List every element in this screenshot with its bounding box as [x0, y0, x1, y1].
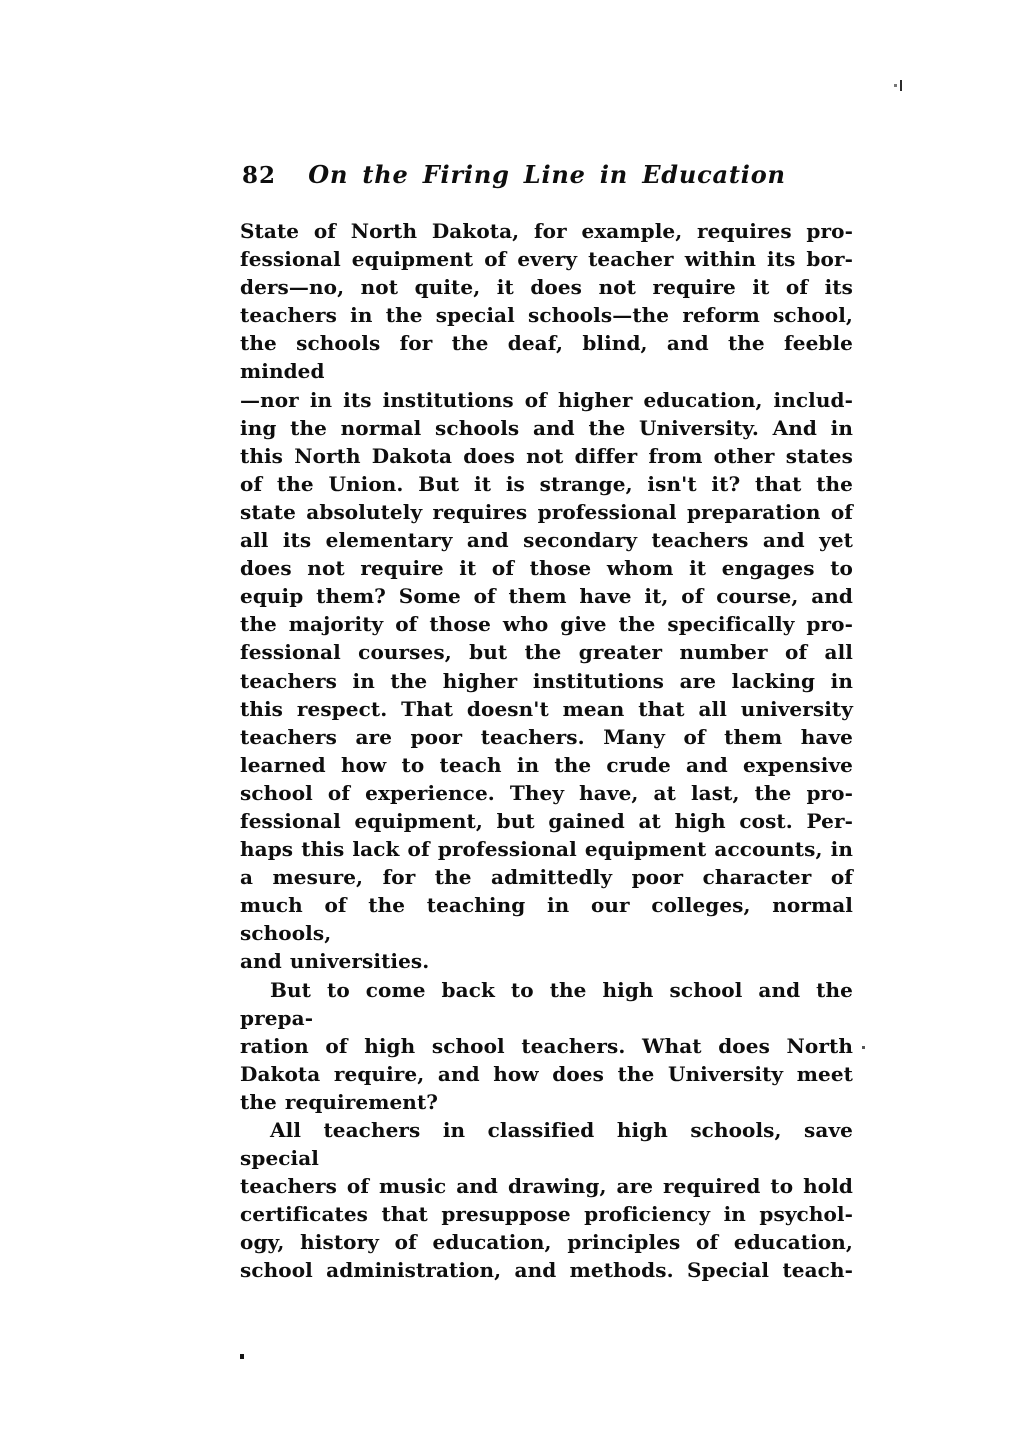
text-line: does not require it of those whom it engages to — [240, 556, 853, 581]
paragraph — [240, 1116, 853, 1285]
text-line: haps this lack of professional equipment accounts, in — [240, 837, 853, 862]
text-line: fessional equipment, but gained at high cost. Per- — [240, 808, 853, 833]
text-line: equip them? Some of them have it, of course, and — [240, 584, 853, 609]
text-line: —nor in its institutions of higher education, includ- — [240, 387, 853, 412]
scan-speck — [894, 84, 897, 87]
text-line: learned how to teach in the crude and expensive — [240, 752, 853, 777]
text-line: school of experience. They have, at last, the pro- — [240, 780, 853, 805]
body-text — [240, 217, 853, 1285]
text-line: all its elementary and secondary teachers and yet — [240, 528, 853, 553]
scan-speck — [862, 1046, 865, 1049]
text-line: ogy, history of education, principles of education, — [240, 1230, 853, 1255]
text-line: teachers of music and drawing, are required to hold — [240, 1174, 853, 1199]
text-line: Dakota require, and how does the University meet — [240, 1061, 853, 1086]
text-line: the requirement? — [240, 1089, 439, 1114]
text-line: a mesure, for the admittedly poor character of — [240, 865, 853, 890]
text-line: of the Union. But it is strange, isn't it? that the — [240, 471, 853, 496]
page-header — [240, 160, 854, 194]
page-number: 82 — [242, 162, 277, 189]
text-line: certificates that presuppose proficiency in psychol- — [240, 1202, 853, 1227]
running-title: On the Firing Line in Education — [308, 160, 786, 189]
text-line: fessional courses, but the greater number of all — [240, 640, 853, 665]
scan-speck — [240, 1354, 244, 1359]
text-line: teachers are poor teachers. Many of them have — [240, 724, 853, 749]
text-line: State of North Dakota, for example, requires pro- — [240, 219, 853, 243]
text-line: teachers in the special schools—the reform school, — [240, 303, 853, 328]
text-line: this North Dakota does not differ from other states — [240, 443, 853, 468]
text-line: this respect. That doesn't mean that all university — [240, 696, 853, 721]
paragraph — [240, 217, 853, 976]
text-line: teachers in the higher institutions are lacking in — [240, 668, 853, 693]
text-line: the schools for the deaf, blind, and the feeble minded — [240, 331, 853, 384]
text-line: much of the teaching in our colleges, normal schools, — [240, 893, 853, 946]
text-line: fessional equipment of every teacher within its bor- — [240, 247, 853, 272]
text-line: ing the normal schools and the University. And in — [240, 415, 853, 440]
text-line: the majority of those who give the specifically pro- — [240, 612, 853, 637]
text-line: state absolutely requires professional preparation of — [240, 499, 853, 524]
text-line: All teachers in classified high schools, save special — [240, 1118, 853, 1171]
text-line: and universities. — [240, 949, 430, 974]
scan-mark — [900, 80, 902, 91]
text-line: school administration, and methods. Special teach- — [240, 1258, 853, 1283]
text-line: ration of high school teachers. What does North — [240, 1033, 853, 1058]
paragraph — [240, 976, 853, 1116]
text-line: ders—no, not quite, it does not require it of its — [240, 275, 853, 300]
text-line: But to come back to the high school and the prepa- — [240, 977, 853, 1030]
